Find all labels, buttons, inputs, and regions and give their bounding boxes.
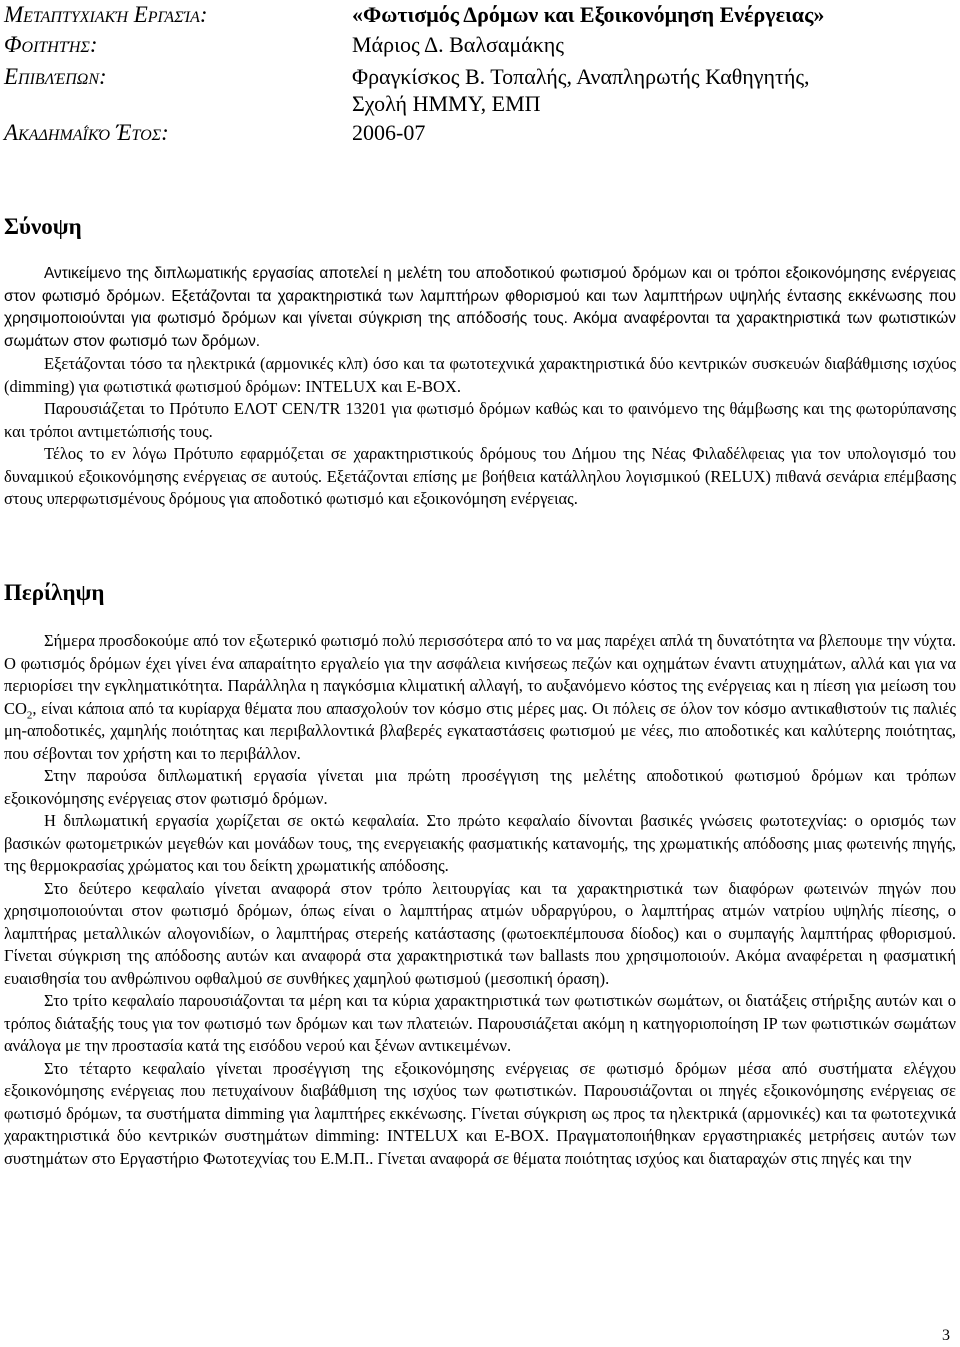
synopsis-text bbox=[4, 263, 956, 353]
label-supervisor: Επιβλέπων: bbox=[4, 64, 107, 89]
synopsis-text-serif bbox=[4, 353, 956, 511]
header-row-thesis bbox=[4, 0, 956, 30]
header-row-supervisor bbox=[4, 62, 956, 92]
summary-paragraph: Στο δεύτερο κεφαλαίο γίνεται αναφορά στον τρόπο λειτουργίας και τα χαρακτηριστικά των διαφόρων φωτεινών πηγών που χρησιμοποιούνται στον φωτισμό δρόμων, όπως είναι ο λαμπτήρας ατμών υδραργύρου, ο λαμπτήρας ατμών νατρίου υψηλής πίεσης, ο λαμπτήρας μεταλλικών αλογονιδίων, ο λαμπτήρας στερεής κατάστασης (φωτοεκπέμπουσα δίοδος) και ο συμπαγής λαμπτήρας φθορισμού. Γίνεται σύγκριση της απόδοσης αυτών και αναφορά στα χαρακτηριστικά των ballasts που χρησιμοποιούν. Ακόμα αναφέρεται η φασματική ευαισθησία του ανθρώπινου οφθαλμού σε συνθήκες χαμηλού φωτισμού (μεσοπική όραση). bbox=[4, 878, 956, 988]
synopsis-paragraph: Αντικείμενο της διπλωματικής εργασίας αποτελεί η μελέτη του αποδοτικού φωτισμού δρόμων και οι τρόποι εξοικονόμησης ενέργειας στον φωτισμό δρόμων. Εξετάζονται τα χαρακτηριστικά των λαμπτήρων φθορισμού και των λαμπτήρων υψηλής έντασης εκκένωσης που χρησιμοποιούνται για φωτισμό δρόμων και γίνεται σύγκριση της απόδοσής τους. Ακόμα αναφέρονται τα χαρακτηριστικά των φωτιστικών σωμάτων στον φωτισμό των δρόμων. bbox=[4, 265, 957, 350]
synopsis-title: Σύνοψη bbox=[4, 214, 82, 239]
summary-paragraph: Στο τρίτο κεφαλαίο παρουσιάζονται τα μέρη και τα κύρια χαρακτηριστικά των φωτιστικών σωμάτων, οι διατάξεις στήριξης αυτών και ο τρόπος διάταξής τους για τον φωτισμό των δρόμων και των πλατειών. Παρουσιάζεται ακόμη η κατηγοριοποίηση IP των φωτιστικών σωμάτων ανάλογα με την προστασία κατά της εισόδου νερού και ξένων αντικειμένων. bbox=[4, 991, 956, 1055]
synopsis-paragraph: Τέλος το εν λόγω Πρότυπο εφαρμόζεται σε χαρακτηριστικούς δρόμους του Δήμου της Νέας Φιλαδέλφειας για τον υπολογισμό του δυναμικού εξοικονόμησης ενέργειας σε αυτούς. Εξετάζονται επίσης με βοήθεια κατάλληλου λογισμικού (RELUX) πιθανά σενάρια επέμβασης στους υπερφωτισμένους δρόμους για αποδοτικό φωτισμό και εξοικονόμηση ενέργειας. bbox=[4, 444, 956, 508]
header-row-supervisor-school bbox=[4, 89, 956, 119]
summary-paragraph: Η διπλωματική εργασία χωρίζεται σε οκτώ κεφαλαία. Στο πρώτο κεφαλαίο δίνονται βασικές γνώσεις φωτοτεχνίας: ο ορισμός των βασικών φωτομετρικών μεγεθών και μονάδων τους, της ενεργειακής φασματικής κατανομής, της χρωματικής απόδοσης μιας φωτεινής πηγής, της θερμοκρασίας χρώματος και του δείκτη χρωματικής απόδοσης. bbox=[4, 811, 956, 875]
summary-paragraph: Στο τέταρτο κεφαλαίο γίνεται προσέγγιση της εξοικονόμησης ενέργειας σε φωτισμό δρόμων μέσα από συστήματα ελέγχου εξοικονόμησης ενέργειας που πετυχαίνουν διαβάθμιση της ισχύος των φωτιστικών. Παρουσιάζονται οι πηγές εξοικονόμησης ενέργειας σε φωτισμό δρόμων, τα συστήματα dimming για λαμπτήρες εκκένωσης. Γίνεται σύγκριση ως προς τα ηλεκτρικά (αρμονικές) και τα φωτοτεχνικά χαρακτηριστικά δύο κεντρικών συστημάτων dimming: INTELUX και E-BOX. Πραγματοποιήθηκαν εργαστηριακές μετρήσεις αυτών των συστημάτων στο Εργαστήριο Φωτοτεχνίας του Ε.Μ.Π.. Γίνεται αναφορά σε θέματα ποιότητας ισχύος και διαταραχών στις πηγές και την bbox=[4, 1058, 956, 1168]
academic-year: 2006-07 bbox=[352, 120, 426, 145]
synopsis-paragraph: Εξετάζονται τόσο τα ηλεκτρικά (αρμονικές κλπ) όσο και τα φωτοτεχνικά χαρακτηριστικά δύο κεντρικών συσκευών διαβάθμισης ισχύος (dimming) για φωτιστικά φωτισμού δρόμων: INTELUX και E-BOX. bbox=[4, 354, 956, 396]
thesis-title: «Φωτισμός Δρόμων και Εξοικονόμηση Ενέργειας» bbox=[352, 2, 825, 27]
label-thesis: Μεταπτυχιακή Εργασία: bbox=[4, 2, 208, 27]
label-student: Φοιτητής: bbox=[4, 32, 98, 57]
student-name: Μάριος Δ. Βαλσαμάκης bbox=[352, 32, 565, 57]
summary-title: Περίληψη bbox=[4, 580, 105, 605]
header-row-student bbox=[4, 30, 956, 60]
supervisor-name: Φραγκίσκος Β. Τοπαλής, Αναπληρωτής Καθηγητής, bbox=[352, 64, 810, 89]
summary-paragraph: Σήμερα προσδοκούμε από τον εξωτερικό φωτισμό πολύ περισσότερα από το να μας παρέχει απλά τη δυνατότητα να βλεπουμε την νύχτα. Ο φωτισμός δρόμων έχει γίνει ένα απαραίτητο εργαλείο για την ασφάλεια κινήσεως πεζών και οχημάτων έναντι ατυχημάτων, αλλά και για να περιορίσει την εγκληματικότητα. Παράλληλα η παγκόσμια κλιματική αλλαγή, το αυξανόμενο κόστος της ενέργειας και η πίεση για μείωση του $CO_2$, είναι κάποια από τα κυρίαρχα θέματα που απασχολούν τον κόσμο στις μέρες μας. Οι πόλεις σε όλον τον κόσμο αντικαθιστούν τις παλιές μη-αποδοτικές, χαμηλής ποιότητας και περιβαλλοντικά βλαβερές εγκαταστάσεις φωτισμού με νέες, πιο αποδοτικές και καλύτερης ποιότητας, που σέβονται τον χρήστη και το περιβάλλον. bbox=[4, 631, 956, 763]
summary-text bbox=[4, 630, 956, 1170]
synopsis-paragraph: Παρουσιάζεται το Πρότυπο ΕΛΟΤ CEN/TR 13201 για φωτισμό δρόμων καθώς και το φαινόμενο της θάμβωσης και της φωτορύπανσης και τρόποι αντιμετώπισής τους. bbox=[4, 399, 956, 441]
label-academic-year: Ακαδημαΐκό Έτος: bbox=[4, 120, 169, 145]
page-number: 3 bbox=[942, 1327, 950, 1344]
supervisor-school: Σχολή ΗΜΜΥ, ΕΜΠ bbox=[352, 91, 541, 116]
header-row-year bbox=[4, 118, 956, 148]
summary-paragraph: Στην παρούσα διπλωματική εργασία γίνεται μια πρώτη προσέγγιση της μελέτης αποδοτικού φωτισμού δρόμων και τρόπων εξοικονόμησης ενέργειας στον φωτισμό δρόμων. bbox=[4, 766, 956, 808]
